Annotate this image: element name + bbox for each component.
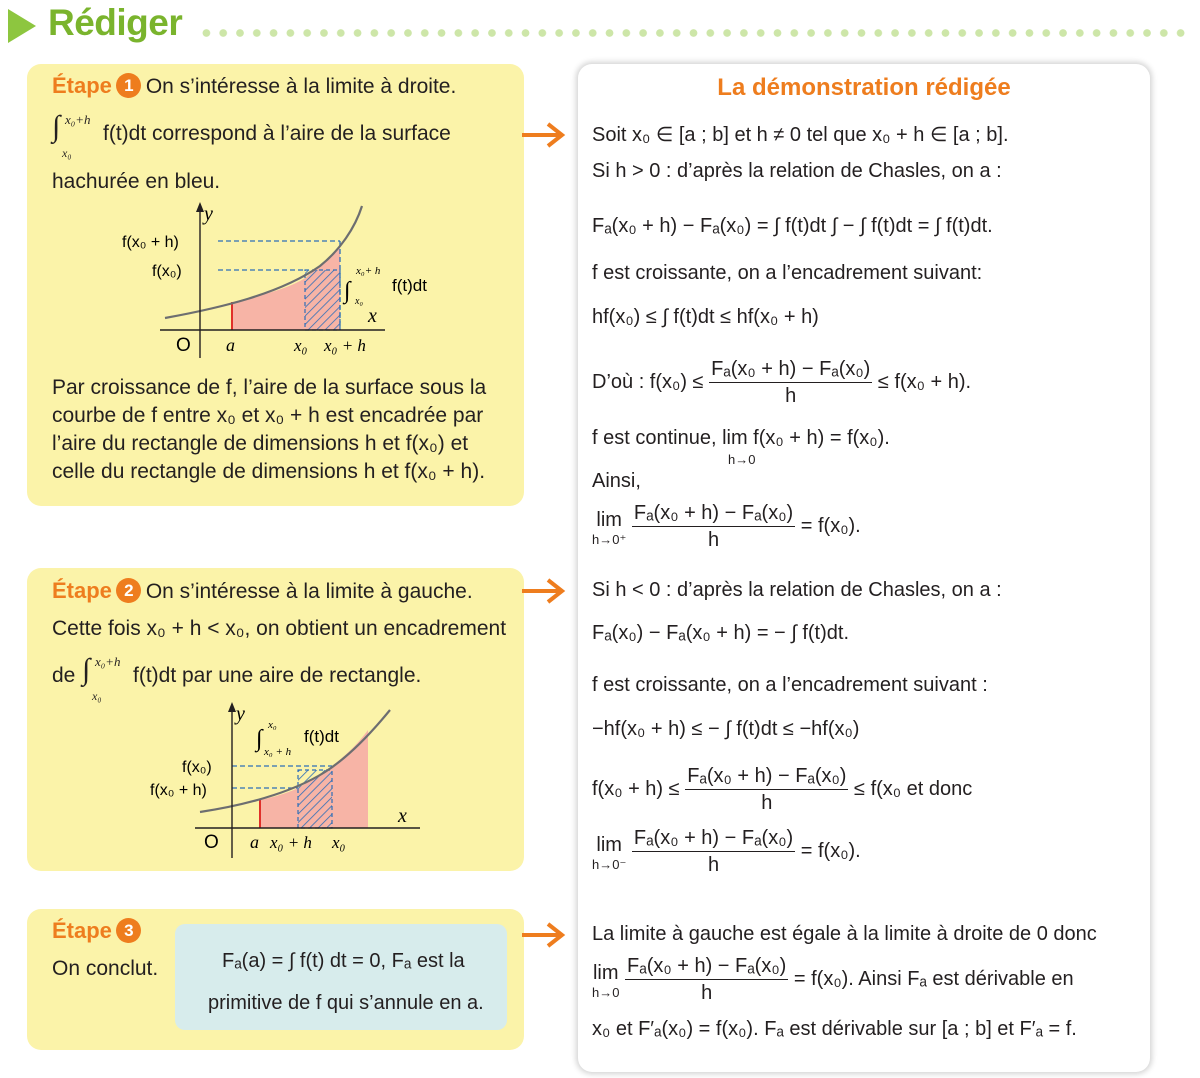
step2-integral-lower: x₀ [92, 689, 102, 703]
proof-line: −hf(x₀ + h) ≤ − ∫ f(t)dt ≤ −hf(x₀) [592, 718, 860, 740]
step1-para [52, 374, 486, 486]
fraction-numerator: Fₐ(x₀ + h) − Fₐ(x₀) [625, 953, 788, 980]
proof-limit-block [592, 825, 861, 878]
svg-text:x₀+ h: x₀+ h [356, 265, 381, 277]
lim-sub: h→0⁻ [592, 856, 627, 872]
arrow-right-icon [520, 576, 568, 606]
svg-text:∫: ∫ [344, 278, 351, 304]
proof-line-frac [592, 763, 972, 816]
proof-line-frac [592, 356, 971, 409]
step1-hatched-rect [305, 270, 340, 330]
svg-text:∫: ∫ [256, 726, 263, 752]
proof-line: La limite à gauche est égale à la limite à droite de 0 donc [592, 923, 1097, 945]
step2-xx0h: x₀ + h [270, 833, 312, 852]
step2-y-label: y [236, 703, 245, 725]
step2-graph [140, 700, 440, 860]
proof-text: = f(x₀). Ainsi Fₐ est dérivable en [793, 967, 1074, 990]
fraction-denominator: h [707, 529, 720, 551]
proof-line: f est continue, lim f(x₀ + h) = f(x₀). [592, 427, 890, 449]
step3-badge: 3 [116, 918, 141, 943]
proof-line: hf(x₀) ≤ ∫ f(t)dt ≤ hf(x₀ + h) [592, 306, 819, 328]
proof-text: = f(x₀). [800, 514, 861, 537]
proof-line: Si h < 0 : d’après la relation de Chasles, on a : [592, 579, 1002, 601]
section-title: Rédiger [48, 2, 183, 43]
fraction [625, 953, 788, 1006]
fraction-numerator: Fₐ(x₀ + h) − Fₐ(x₀) [632, 500, 795, 527]
proof-text: ≤ f(x₀ + h). [877, 370, 972, 393]
step1-area-red [232, 278, 305, 330]
step2-integral-upper: x₀+h [95, 654, 121, 669]
step1-para-line: courbe de f entre x₀ et x₀ + h est encadrée par [52, 404, 484, 427]
step3-text: On conclut. [52, 957, 159, 980]
step2-title: On s’intéresse à la limite à gauche. [145, 580, 473, 603]
step1-integral-upper: x₀+h [65, 112, 91, 127]
fraction-numerator: Fₐ(x₀ + h) − Fₐ(x₀) [685, 763, 848, 790]
step1-graph [100, 198, 460, 358]
proof-limit-block [592, 500, 861, 553]
arrow-right-icon [520, 920, 568, 950]
fraction-denominator: h [701, 982, 713, 1004]
step2-label: Étape [52, 578, 112, 603]
svg-text:x₀ + h: x₀ + h [264, 746, 292, 758]
step2-line2-post: f(t)dt par une aire de rectangle. [133, 664, 422, 687]
step1-origin: O [176, 335, 191, 356]
lim-word: lim [596, 833, 622, 856]
step1-xx0h: x₀ + h [324, 336, 366, 355]
lim-word: lim [596, 508, 622, 531]
step1-para-line: Par croissance de f, l’aire de la surface sous la [52, 376, 487, 399]
step1-x-label: x [368, 305, 377, 327]
svg-text:x₀: x₀ [268, 719, 277, 731]
step1-tick-fxh: f(x₀ + h) [122, 234, 179, 251]
step1-integral-sign: ∫ [52, 110, 61, 143]
step1-badge: 1 [116, 73, 141, 98]
fraction [709, 356, 872, 409]
step3-box-line1: Fₐ(a) = ∫ f(t) dt = 0, Fₐ est la [222, 950, 465, 972]
header-triangle-icon [8, 9, 36, 43]
arrow-right-icon [520, 120, 568, 150]
step3-box-line2: primitive de f qui s’annule en a. [208, 992, 484, 1014]
step3-header [52, 918, 141, 944]
proof-text: D’où : f(x₀) ≤ [592, 370, 704, 393]
proof-line: Fₐ(x₀) − Fₐ(x₀ + h) = − ∫ f(t)dt. [592, 622, 850, 644]
fraction-denominator: h [761, 792, 773, 814]
svg-text:x₀: x₀ [355, 296, 363, 307]
fraction-numerator: Fₐ(x₀ + h) − Fₐ(x₀) [632, 825, 795, 852]
proof-line: x₀ et F′ₐ(x₀) = f(x₀). Fₐ est dérivable sur [a ; b] et F′ₐ = f. [592, 1018, 1077, 1040]
step2-header [52, 578, 473, 606]
proof-line: Ainsi, [592, 470, 641, 492]
proof-text: f(x₀ + h) ≤ [592, 777, 680, 800]
fraction [632, 500, 795, 553]
proof-text: = f(x₀). [800, 839, 861, 862]
step1-xx0: x₀ [294, 336, 308, 355]
step2-origin: O [204, 832, 219, 853]
step1-integral-label: f(t)dt [392, 276, 427, 295]
step1-xa: a [226, 335, 235, 355]
proof-lim-sub: h→0 [728, 452, 756, 467]
step2-line1: Cette fois x₀ + h < x₀, on obtient un encadrement [52, 617, 507, 640]
lim-word: lim [592, 961, 619, 984]
proof-line: f est croissante, on a l’encadrement suivant: [592, 262, 983, 284]
step1-line1: f(t)dt correspond à l’aire de la surface [103, 122, 451, 145]
step2-x-label: x [398, 805, 407, 827]
step3-label: Étape [52, 918, 112, 943]
proof-title: La démonstration rédigée [717, 74, 1011, 101]
step1-tick-fx: f(x₀) [152, 263, 182, 280]
step1-title: On s’intéresse à la limite à droite. [145, 75, 457, 98]
step1-para-line: celle du rectangle de dimensions h et f(x₀ + h). [52, 460, 486, 483]
fraction-denominator: h [707, 854, 720, 876]
proof-line: f est croissante, on a l’encadrement suivant : [592, 674, 988, 696]
lim-sub: h→0 [592, 984, 620, 1000]
step2-line2-pre: de [52, 664, 76, 687]
proof-line: Soit x₀ ∈ [a ; b] et h ≠ 0 tel que x₀ + h ∈ [a ; b]. [592, 124, 1009, 146]
proof-line: Si h > 0 : d’après la relation de Chasles, on a : [592, 160, 1002, 182]
step1-line2: hachurée en bleu. [52, 170, 221, 193]
step2-badge: 2 [116, 578, 141, 603]
step2-xa: a [250, 832, 259, 852]
header-dots-divider [198, 27, 1188, 39]
proof-text: ≤ f(x₀ et donc [854, 777, 973, 800]
proof-line: Fₐ(x₀ + h) − Fₐ(x₀) = ∫ f(t)dt ∫ − ∫ f(t)dt = ∫ f(t)dt. [592, 215, 993, 237]
fraction-numerator: Fₐ(x₀ + h) − Fₐ(x₀) [709, 356, 872, 383]
step1-para-line: l’aire du rectangle de dimensions h et f(x₀) et [52, 432, 469, 455]
fraction [632, 825, 795, 878]
step2-integral-sign: ∫ [82, 653, 91, 686]
step1-label: Étape [52, 73, 112, 98]
lim-sub: h→0⁺ [592, 531, 627, 547]
proof-limit-block [592, 953, 1074, 1006]
step1-integral-lower: x₀ [62, 146, 72, 160]
step1-y-label: y [204, 203, 213, 225]
step2-tick-fx: f(x₀) [182, 759, 212, 776]
step2-xx0: x₀ [332, 833, 346, 852]
step2-tick-fxh: f(x₀ + h) [150, 782, 207, 799]
step2-integral-label: f(t)dt [304, 727, 339, 746]
fraction [685, 763, 848, 816]
fraction-denominator: h [785, 385, 797, 407]
step1-header [52, 73, 456, 101]
